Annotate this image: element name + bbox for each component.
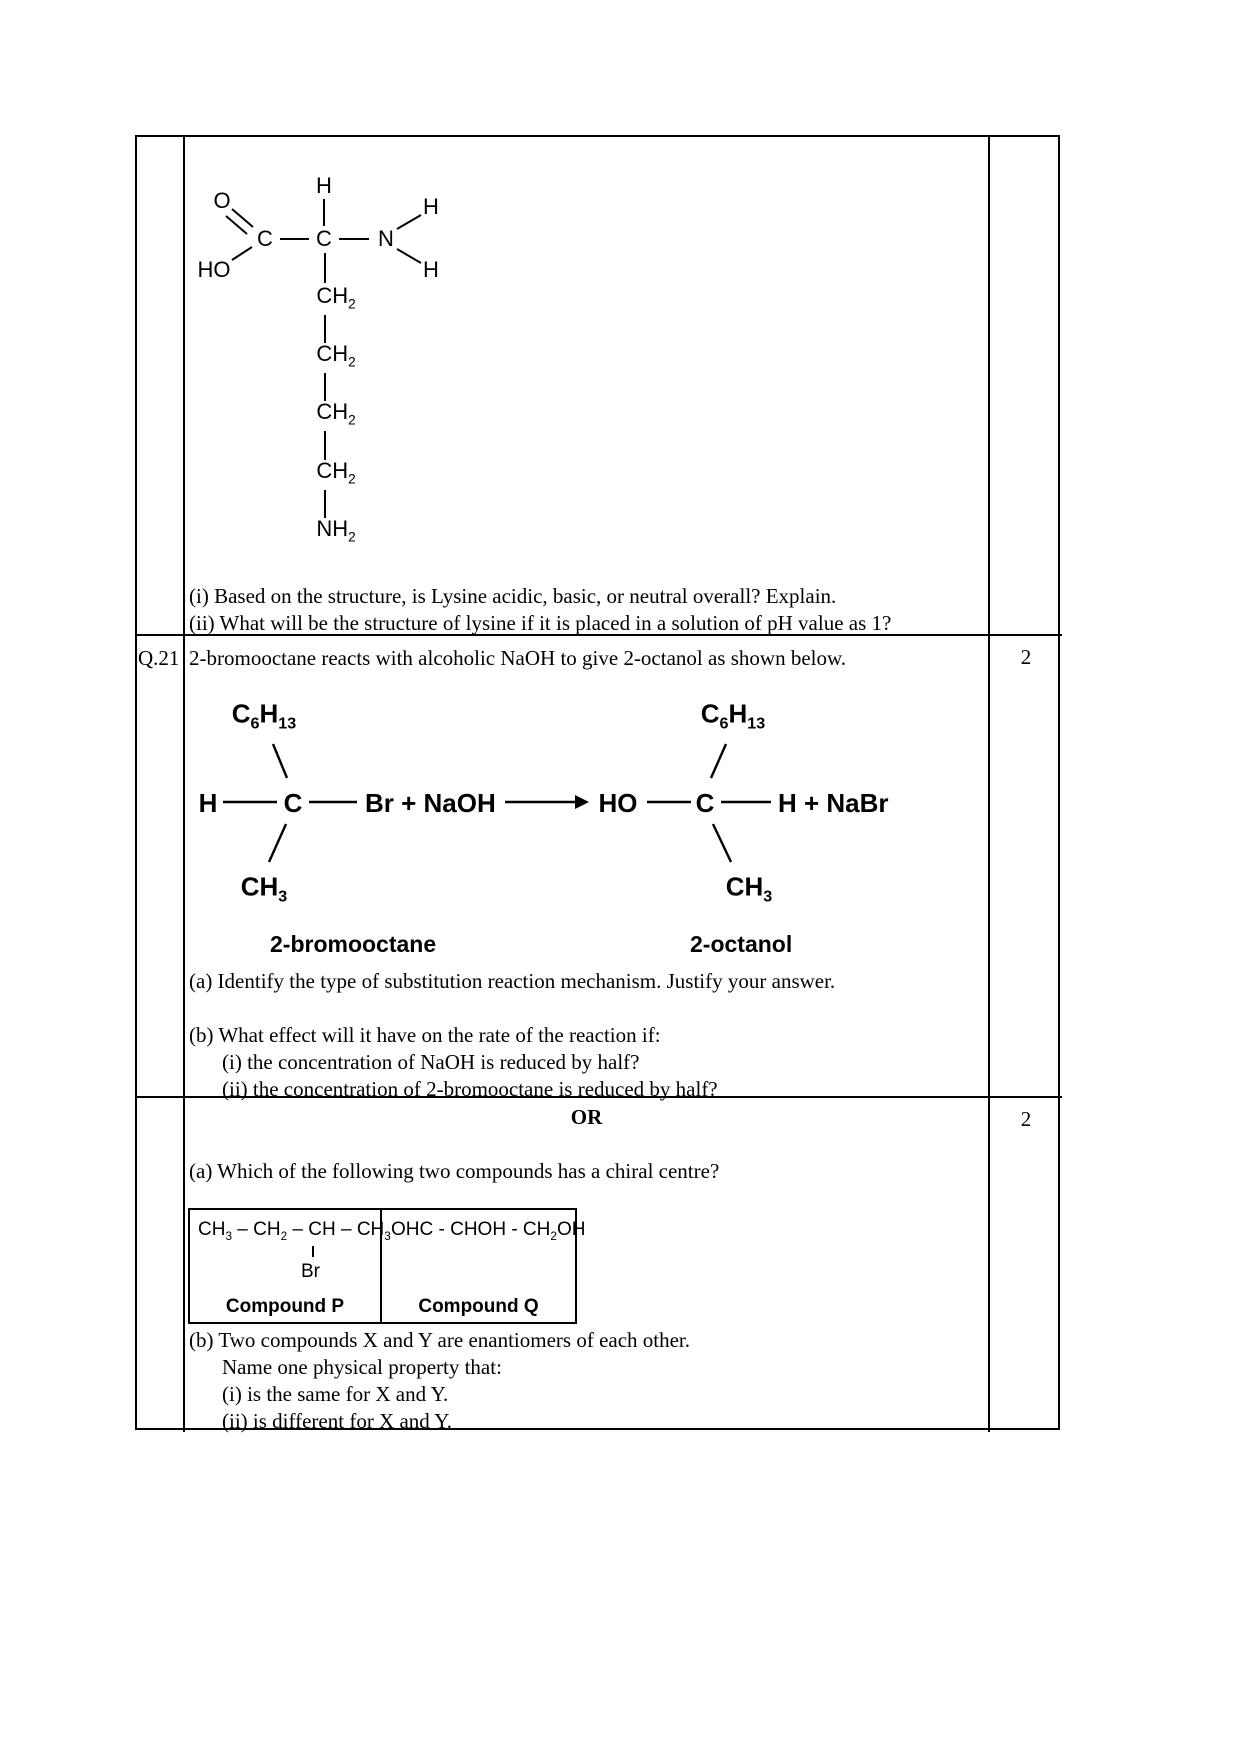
atom-h-left: H xyxy=(198,788,218,818)
lysine-question-cell xyxy=(185,137,990,636)
atom-c-right: C xyxy=(695,788,715,818)
group-ho: HO xyxy=(598,788,638,818)
atom-c-left: C xyxy=(283,788,303,818)
or-part-a: (a) Which of the following two compounds has a chiral centre? xyxy=(189,1159,720,1183)
atom-oxygen: O xyxy=(213,188,231,213)
compound-p-cell xyxy=(190,1210,391,1322)
or-marks: 2 xyxy=(1020,1107,1032,1131)
or-part-b-i: (i) is the same for X and Y. xyxy=(222,1382,449,1406)
atom-br: Br xyxy=(301,1261,320,1282)
lysine-question-i: (i) Based on the structure, is Lysine acidic, basic, or neutral overall? Explain. xyxy=(189,584,837,608)
label-2-bromooctane: 2-bromooctane xyxy=(270,931,437,957)
group-ch2-3: $CH_2$ xyxy=(316,398,356,428)
group-ch3-left: $CH_3$ xyxy=(240,871,288,906)
group-nh2: $NH_2$ xyxy=(316,515,356,545)
group-ch2-4: $CH_2$ xyxy=(316,457,356,487)
text-br-plus-naoh: Br + NaOH xyxy=(365,788,496,818)
atom-h-amine-upper: H xyxy=(423,194,439,219)
group-ch2-1: $CH_2$ xyxy=(316,282,356,312)
atom-hydroxyl: HO xyxy=(197,257,231,282)
atom-h-alpha: H xyxy=(316,173,332,198)
question-table xyxy=(135,135,1060,1433)
bond-to-br xyxy=(312,1246,314,1257)
qnum-cell-or xyxy=(137,1098,185,1432)
q21-part-b-ii: (ii) the concentration of 2-bromooctane is reduced by half? xyxy=(222,1077,718,1101)
question-number: Q.21 xyxy=(138,646,180,670)
atom-carboxyl-carbon: C xyxy=(257,226,273,251)
compound-q-cell xyxy=(382,1210,586,1322)
compound-q-formula: OHC - CHOH - $CH_2OH$ xyxy=(391,1219,586,1243)
label-2-octanol: 2-octanol xyxy=(690,931,793,957)
text-h-plus-nabr: H + NaBr xyxy=(778,788,889,818)
compound-p-formula: $CH_3 - CH_2$ – CH – $CH_3$ xyxy=(198,1219,391,1243)
arrow-head xyxy=(575,795,589,809)
lysine-question-ii: (ii) What will be the structure of lysine if it is placed in a solution of pH value as 1? xyxy=(189,611,892,635)
or-part-b-intro: Name one physical property that: xyxy=(222,1355,502,1379)
lysine-structure-bonds xyxy=(185,137,990,636)
compound-p-label: Compound P xyxy=(225,1296,345,1317)
group-c6h13-right: $C_6H_{13}$ xyxy=(700,698,766,733)
marks-cell-or xyxy=(990,1098,1062,1432)
compound-table xyxy=(188,1208,586,1324)
or-heading: OR xyxy=(570,1105,603,1129)
qnum-cell-q21 xyxy=(137,636,185,1098)
compound-q-label: Compound Q xyxy=(418,1296,539,1317)
q21-part-b-i: (i) the concentration of NaOH is reduced by half? xyxy=(222,1050,640,1074)
or-content-cell xyxy=(185,1098,990,1432)
or-part-b: (b) Two compounds X and Y are enantiomers of each other. xyxy=(189,1328,691,1352)
group-ch2-2: $CH_2$ xyxy=(316,340,356,370)
marks-cell-row1 xyxy=(990,137,1062,636)
q21-part-b: (b) What effect will it have on the rate of the reaction if: xyxy=(189,1023,661,1047)
reaction-bond-lines xyxy=(223,744,771,862)
atom-alpha-carbon: C xyxy=(316,226,332,251)
qnum-cell-row1 xyxy=(137,137,185,636)
atom-h-amine-lower: H xyxy=(423,257,439,282)
q21-intro: 2-bromooctane reacts with alcoholic NaOH to give 2-octanol as shown below. xyxy=(189,646,847,670)
q21-content-cell xyxy=(185,636,990,1101)
q21-marks: 2 xyxy=(1020,645,1032,669)
group-ch3-right: $CH_3$ xyxy=(725,871,773,906)
group-c6h13-left: $C_6H_{13}$ xyxy=(231,698,297,733)
or-part-b-ii: (ii) is different for X and Y. xyxy=(222,1409,452,1433)
atom-nitrogen: N xyxy=(378,226,394,251)
marks-cell-q21 xyxy=(990,636,1062,1098)
q21-part-a: (a) Identify the type of substitution reaction mechanism. Justify your answer. xyxy=(189,969,836,993)
